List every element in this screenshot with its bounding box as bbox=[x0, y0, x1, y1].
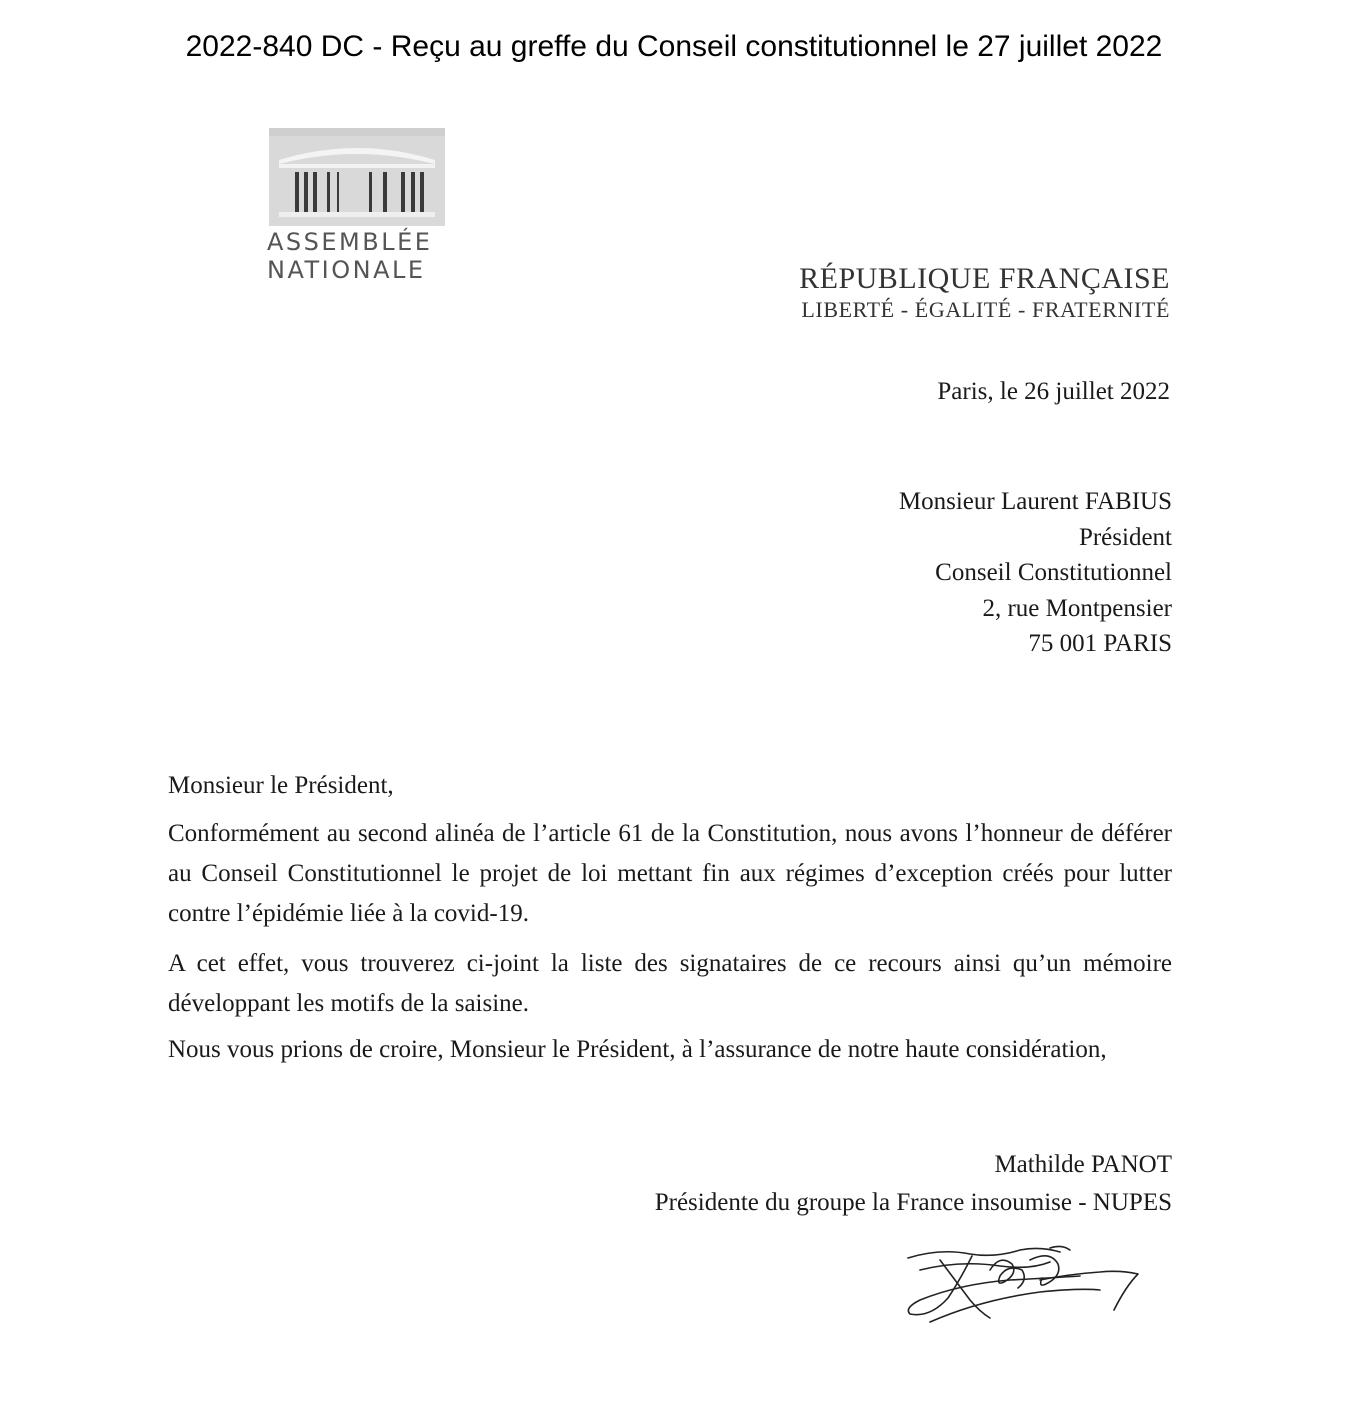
handwritten-signature-icon bbox=[900, 1240, 1150, 1325]
salutation: Monsieur le Président, bbox=[168, 772, 394, 799]
letter-date: Paris, le 26 juillet 2022 bbox=[937, 378, 1170, 405]
signatory-name: Mathilde PANOT bbox=[994, 1151, 1172, 1178]
republic-header bbox=[799, 262, 1170, 324]
assemblee-nationale-logo bbox=[267, 128, 447, 288]
recipient-name: Monsieur Laurent FABIUS bbox=[898, 488, 1172, 515]
logo-line-1: ASSEMBLÉE bbox=[267, 228, 433, 256]
closing-formula: Nous vous prions de croire, Monsieur le Président, à l’assurance de notre haute considération, bbox=[168, 1036, 1107, 1063]
paragraph-1: Conformément au second alinéa de l’article 61 de la Constitution, nous avons l’honneur de déférer au Conseil Constitutionnel le projet de loi mettant fin aux régimes d’exception créés pour lutter contre l’épidémie liée à la covid-19. bbox=[168, 820, 1172, 927]
recipient-address bbox=[899, 484, 1172, 662]
paragraph-2: A cet effet, vous trouverez ci-joint la liste des signataires de ce recours ainsi qu’un mémoire développant les motifs de la saisine. bbox=[168, 950, 1172, 1017]
logo-line-2: NATIONALE bbox=[267, 256, 426, 284]
registry-stamp: 2022-840 DC - Reçu au greffe du Conseil constitutionnel le 27 juillet 2022 bbox=[185, 30, 1163, 63]
recipient-institution: Conseil Constitutionnel bbox=[935, 559, 1172, 586]
signatory-block bbox=[655, 1146, 1172, 1222]
republic-motto: LIBERTÉ - ÉGALITÉ - FRATERNITÉ bbox=[801, 297, 1170, 322]
signatory-role: Présidente du groupe la France insoumise - NUPES bbox=[654, 1189, 1172, 1216]
recipient-title: Président bbox=[1078, 523, 1172, 551]
letter-body bbox=[168, 772, 1172, 1064]
assemblee-building-icon bbox=[269, 128, 445, 226]
recipient-city: 75 001 PARIS bbox=[1028, 630, 1172, 657]
recipient-street: 2, rue Montpensier bbox=[982, 594, 1172, 622]
republic-title: RÉPUBLIQUE FRANÇAISE bbox=[799, 262, 1170, 295]
